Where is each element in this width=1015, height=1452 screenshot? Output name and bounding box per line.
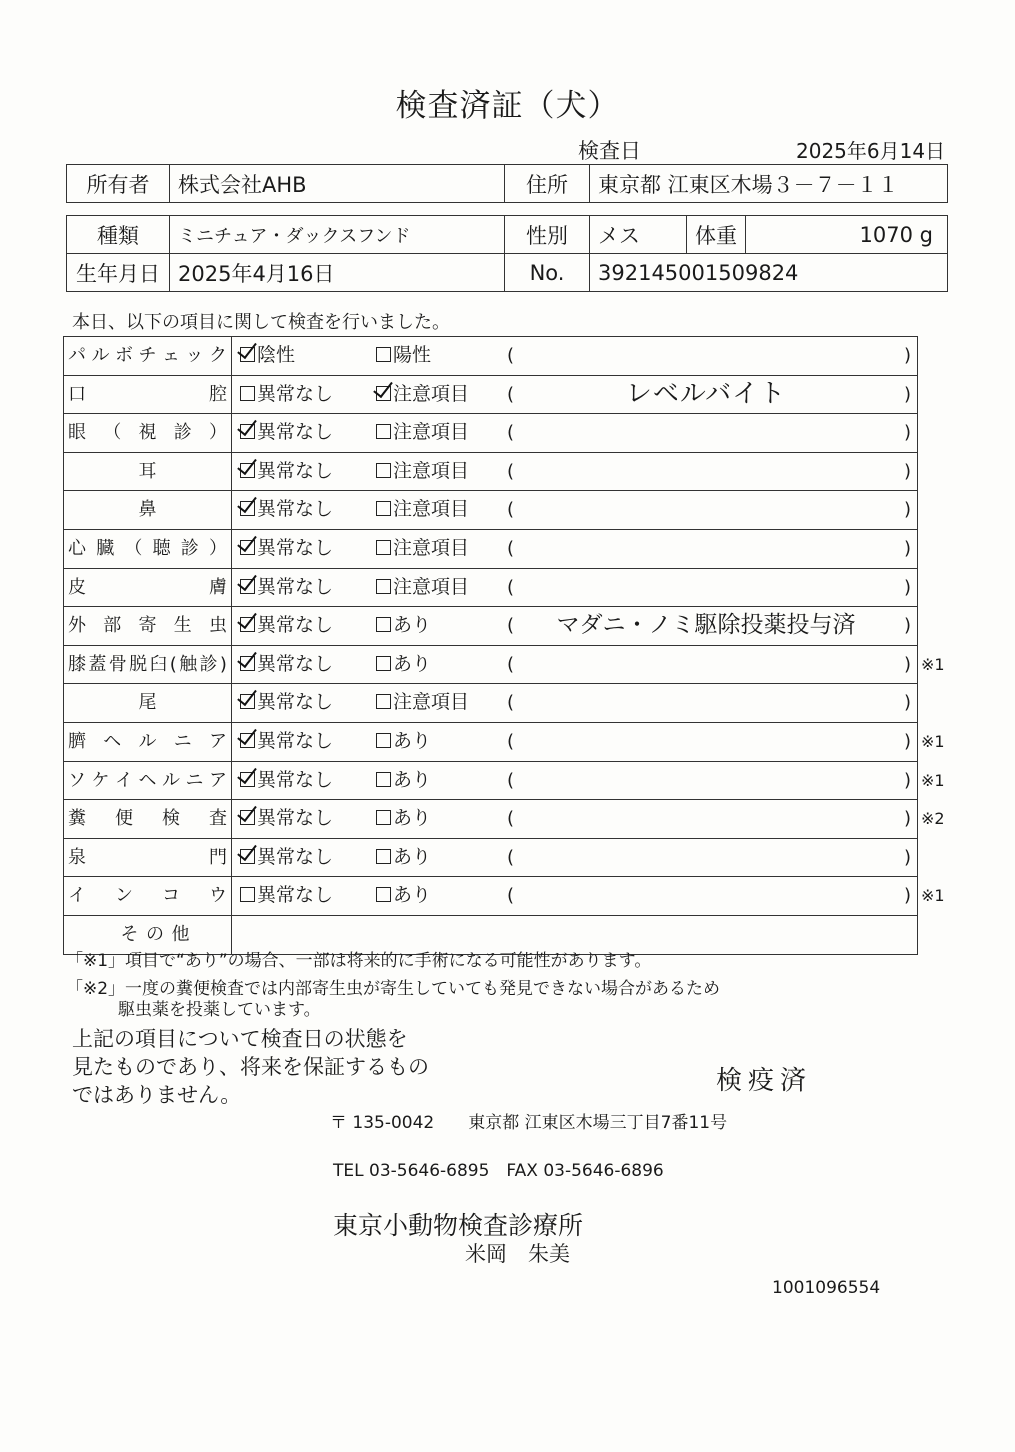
inspection-row	[64, 530, 917, 569]
inspection-row	[64, 723, 945, 762]
label-char: 便	[115, 808, 133, 830]
inspection-row	[64, 414, 917, 453]
opt1-option	[240, 723, 333, 760]
opt2-option	[376, 723, 431, 760]
paren-open: (	[507, 383, 515, 405]
clinic-address: 〒 135-0042 東京都 江東区木場三丁目7番11号	[330, 1113, 728, 1133]
label-char: 聴	[152, 537, 171, 559]
opt1-option	[240, 877, 333, 914]
opt2-label: 注意項目	[393, 382, 470, 405]
label-char: 膚	[209, 576, 227, 598]
opt2-option	[376, 530, 469, 567]
opt2-label: あり	[393, 845, 432, 868]
checked-checkbox-icon	[240, 463, 255, 478]
label-char: 視	[138, 422, 157, 444]
inspection-item-label	[64, 723, 232, 761]
opt1-option	[240, 453, 333, 490]
paren-close: )	[903, 885, 911, 907]
paren-open: (	[507, 345, 515, 366]
opt1-label: 異常なし	[257, 884, 334, 907]
opt2-label: 注意項目	[393, 421, 470, 444]
opt1-label: 異常なし	[257, 691, 334, 714]
serial-number: 1001096554	[772, 1278, 881, 1298]
opt2-label: あり	[393, 768, 432, 791]
checkbox-icon	[376, 887, 391, 902]
vet-name: 米岡 朱美	[465, 1242, 570, 1266]
checkbox-icon	[376, 810, 391, 825]
label-char: 臍	[68, 730, 86, 752]
inspection-item-label	[64, 376, 232, 414]
document-title: 検査済証（犬）	[395, 88, 620, 124]
paren-close: )	[903, 345, 911, 366]
label-char: ニ	[173, 730, 192, 752]
opt2-option	[376, 453, 469, 490]
label-char: 膝	[68, 653, 86, 675]
checked-checkbox-icon	[240, 617, 255, 632]
label-char: パ	[68, 345, 86, 366]
opt1-option	[240, 646, 333, 683]
inspection-item-label: 耳	[64, 453, 232, 491]
opt1-option	[240, 569, 333, 606]
inspection-item-label	[64, 800, 232, 838]
label-char: ウ	[209, 885, 227, 907]
checkbox-icon	[376, 772, 391, 787]
label-char: 泉	[68, 846, 86, 868]
opt2-label: あり	[393, 884, 432, 907]
opt1-option	[240, 839, 333, 876]
label-char: 外	[68, 615, 86, 637]
opt2-option	[376, 646, 431, 683]
address-value: 東京都 江東区木場３－７－１１	[590, 165, 948, 203]
disclaimer-line-2: 見たものであり、将来を保証するもの	[72, 1055, 429, 1079]
opt2-label: あり	[393, 652, 432, 675]
label-char: （	[124, 537, 143, 559]
clinic-contact: TEL 03-5646-6895 FAX 03-5646-6896	[333, 1161, 664, 1181]
label-char: 糞	[68, 808, 86, 830]
paren-close: )	[903, 846, 911, 868]
label-char: 触	[179, 653, 198, 675]
inspection-item-label	[64, 530, 232, 568]
label-char: ヘ	[138, 769, 157, 791]
paren-open: (	[507, 885, 515, 907]
opt1-label: 異常なし	[257, 575, 334, 598]
paren-open: (	[507, 808, 515, 830]
inspection-item-label	[64, 762, 232, 800]
label-char: 査	[209, 808, 227, 830]
inspection-item-label	[64, 839, 232, 877]
inspection-row	[64, 839, 917, 878]
paren-open: (	[507, 576, 515, 598]
inspection-item-label	[64, 646, 232, 684]
label-char: 心	[68, 537, 86, 559]
owner-table	[66, 164, 948, 203]
inspection-row	[64, 762, 945, 801]
opt2-label: 注意項目	[393, 498, 470, 521]
label-char: 部	[103, 615, 122, 637]
label-char: 眼	[68, 422, 86, 444]
label-char: コ	[162, 885, 180, 907]
opt2-option	[376, 684, 469, 721]
opt1-label: 異常なし	[257, 421, 334, 444]
footnote-mark: ※2	[921, 809, 945, 829]
birth-label: 生年月日	[67, 254, 170, 292]
opt2-option	[376, 376, 469, 413]
opt1-label: 異常なし	[257, 729, 334, 752]
opt1-label: 異常なし	[257, 498, 334, 521]
paren-open: (	[507, 846, 515, 868]
inspection-row	[64, 376, 917, 415]
label-char: ア	[209, 769, 227, 791]
inspection-note: マダニ・ノミ駆除投薬投与済	[556, 612, 856, 639]
checkbox-icon	[376, 694, 391, 709]
label-char: ）	[208, 537, 227, 559]
label-char: ッ	[185, 345, 204, 366]
opt2-option	[376, 762, 431, 799]
opt2-option	[376, 800, 431, 837]
checked-checkbox-icon	[240, 733, 255, 748]
opt2-label: 注意項目	[393, 691, 470, 714]
label-char: 脱	[129, 653, 148, 675]
label-char: ソ	[68, 769, 86, 791]
label-char: 口	[68, 383, 86, 405]
checked-checkbox-icon	[240, 347, 255, 362]
disclaimer-line-1: 上記の項目について検査日の状態を	[72, 1027, 408, 1051]
label-char: ）	[209, 422, 227, 444]
checkbox-icon	[376, 463, 391, 478]
label-char: ア	[209, 730, 227, 752]
quarantine-stamp: 検疫済	[716, 1066, 813, 1096]
label-char: (	[169, 653, 177, 675]
opt1-option	[240, 607, 333, 644]
label-char: ル	[91, 345, 110, 366]
opt1-option	[240, 376, 333, 413]
disclaimer	[72, 1025, 472, 1109]
paren-close: )	[903, 615, 911, 637]
opt2-option	[376, 877, 431, 914]
label-char: そ	[120, 923, 139, 945]
paren-open: (	[507, 460, 515, 482]
opt2-option	[376, 491, 469, 528]
opt2-option	[376, 414, 469, 451]
inspection-row	[64, 877, 945, 916]
opt1-label: 異常なし	[257, 536, 334, 559]
label-char: 生	[173, 615, 192, 637]
footnote-2: 「※2」一度の糞便検査では内部寄生虫が寄生していても発見できない場合があるため	[66, 979, 721, 999]
sex-label: 性別	[505, 216, 590, 254]
inspection-row	[64, 684, 917, 723]
paren-open: (	[507, 653, 515, 675]
checked-checkbox-icon	[240, 694, 255, 709]
paren-close: )	[903, 499, 911, 521]
label-char: ケ	[91, 769, 110, 791]
footnote-mark: ※1	[921, 770, 945, 790]
label-char: ン	[115, 885, 133, 907]
inspection-row	[64, 800, 945, 839]
opt1-label: 異常なし	[257, 807, 334, 830]
label-char: ボ	[115, 345, 133, 366]
paren-open: (	[507, 499, 515, 521]
footnote-3: 駆虫薬を投薬しています。	[118, 1000, 321, 1020]
paren-close: )	[903, 808, 911, 830]
label-char: チ	[138, 345, 157, 366]
checked-checkbox-icon	[240, 501, 255, 516]
disclaimer-line-3: ではありません。	[72, 1083, 242, 1107]
inspection-item-label	[64, 607, 232, 645]
paren-close: )	[903, 769, 911, 791]
checked-checkbox-icon	[240, 849, 255, 864]
paren-close: )	[903, 422, 911, 444]
label-char: 蓋	[88, 653, 107, 675]
inspection-item-label	[64, 414, 232, 452]
checkbox-icon	[240, 386, 255, 401]
paren-open: (	[507, 615, 515, 637]
paren-open: (	[507, 422, 515, 444]
inspection-item-label	[64, 569, 232, 607]
label-char: ル	[138, 730, 157, 752]
opt1-option	[240, 414, 333, 451]
paren-open: (	[507, 537, 515, 559]
paren-open: (	[507, 692, 515, 714]
inspection-table	[63, 336, 945, 955]
label-char: ル	[162, 769, 180, 791]
label-char: 他	[171, 923, 190, 945]
paren-close: )	[903, 692, 911, 714]
inspection-note: レベルバイト	[625, 378, 787, 409]
label-char: 腔	[209, 383, 227, 405]
inspection-item-label: 鼻	[64, 491, 232, 529]
opt1-option	[240, 530, 333, 567]
checked-checkbox-icon	[240, 656, 255, 671]
checkbox-icon	[376, 347, 391, 362]
breed-label: 種類	[67, 216, 170, 254]
paren-close: )	[903, 653, 911, 675]
opt1-option	[240, 337, 295, 374]
label-char: 臼	[149, 653, 168, 675]
inspection-item-label: 尾	[64, 684, 232, 722]
no-label: No.	[505, 254, 590, 292]
weight-label: 体重	[687, 216, 746, 254]
opt1-option	[240, 762, 333, 799]
pet-table	[66, 215, 948, 292]
checkbox-icon	[376, 501, 391, 516]
footnote-1: 「※1」項目で“あり”の場合、一部は将来的に手術になる可能性があります。	[66, 951, 652, 971]
paren-close: )	[903, 383, 911, 405]
footnote-mark: ※1	[921, 654, 945, 674]
label-char: )	[219, 653, 227, 675]
opt1-option	[240, 491, 333, 528]
paren-close: )	[903, 576, 911, 598]
checkbox-icon	[240, 887, 255, 902]
sex-value: メス	[590, 216, 687, 254]
exam-date: 2025年6月14日	[796, 139, 946, 163]
label-char: 寄	[138, 615, 157, 637]
weight-value: 1070 g	[746, 216, 948, 254]
paren-close: )	[903, 460, 911, 482]
opt1-label: 異常なし	[257, 382, 334, 405]
footnote-mark: ※1	[921, 731, 945, 751]
inspection-item-label	[64, 337, 232, 375]
opt2-label: 注意項目	[393, 459, 470, 482]
checkbox-icon	[376, 424, 391, 439]
inspection-row	[64, 337, 917, 376]
label-char: 検	[162, 808, 180, 830]
checked-checkbox-icon	[240, 772, 255, 787]
label-char: 臓	[96, 537, 115, 559]
paren-close: )	[903, 730, 911, 752]
label-char: （	[103, 422, 122, 444]
label-char: の	[146, 923, 164, 945]
opt1-label: 異常なし	[257, 845, 334, 868]
owner-value: 株式会社AHB	[170, 165, 505, 203]
opt1-label: 陰性	[257, 344, 296, 366]
clinic-name: 東京小動物検査診療所	[333, 1211, 584, 1240]
label-char: イ	[68, 885, 86, 907]
checkbox-icon	[376, 540, 391, 555]
label-char: ニ	[185, 769, 204, 791]
opt2-label: あり	[393, 729, 432, 752]
opt1-option	[240, 684, 333, 721]
opt2-label: 注意項目	[393, 575, 470, 598]
label-char: 門	[209, 846, 227, 868]
inspection-row	[64, 646, 945, 685]
label-char: ク	[209, 345, 227, 366]
inspection-item-label	[64, 877, 232, 915]
label-char: ヘ	[103, 730, 122, 752]
label-char: 虫	[209, 615, 227, 637]
address-label: 住所	[505, 165, 590, 203]
intro-text: 本日、以下の項目に関して検査を行いました。	[72, 312, 450, 333]
paren-open: (	[507, 769, 515, 791]
birth-value: 2025年4月16日	[170, 254, 505, 292]
opt1-label: 異常なし	[257, 614, 334, 637]
checkbox-icon	[376, 579, 391, 594]
inspection-row	[64, 491, 917, 530]
exam-date-label: 検査日	[578, 139, 641, 163]
opt1-label: 異常なし	[257, 768, 334, 791]
label-char: 診	[199, 653, 218, 675]
checked-checkbox-icon	[240, 424, 255, 439]
checkbox-icon	[376, 733, 391, 748]
opt2-option	[376, 569, 469, 606]
footnote-mark: ※1	[921, 886, 945, 906]
inspection-row	[64, 453, 917, 492]
opt2-option	[376, 839, 431, 876]
no-value: 392145001509824	[590, 254, 948, 292]
checkbox-icon	[376, 617, 391, 632]
checked-checkbox-icon	[240, 579, 255, 594]
checkbox-icon	[376, 849, 391, 864]
checked-checkbox-icon	[240, 810, 255, 825]
inspection-row	[64, 569, 917, 608]
breed-value: ミニチュア・ダックスフンド	[170, 216, 505, 254]
opt2-option	[376, 607, 431, 644]
opt2-label: あり	[393, 614, 432, 637]
inspection-row	[64, 607, 917, 646]
label-char: 診	[173, 422, 192, 444]
opt2-label: 陽性	[393, 344, 432, 366]
label-char: イ	[115, 769, 133, 791]
label-char: ェ	[162, 345, 180, 366]
owner-label: 所有者	[67, 165, 170, 203]
opt1-label: 異常なし	[257, 652, 334, 675]
checked-checkbox-icon	[240, 540, 255, 555]
opt1-option	[240, 800, 333, 837]
opt2-label: あり	[393, 807, 432, 830]
label-char: 皮	[68, 576, 86, 598]
paren-open: (	[507, 730, 515, 752]
opt2-option	[376, 337, 431, 374]
opt2-label: 注意項目	[393, 536, 470, 559]
paren-close: )	[903, 537, 911, 559]
label-char: 骨	[108, 653, 127, 675]
label-char: 診	[180, 537, 199, 559]
checked-checkbox-icon	[376, 386, 391, 401]
checkbox-icon	[376, 656, 391, 671]
opt1-label: 異常なし	[257, 459, 334, 482]
